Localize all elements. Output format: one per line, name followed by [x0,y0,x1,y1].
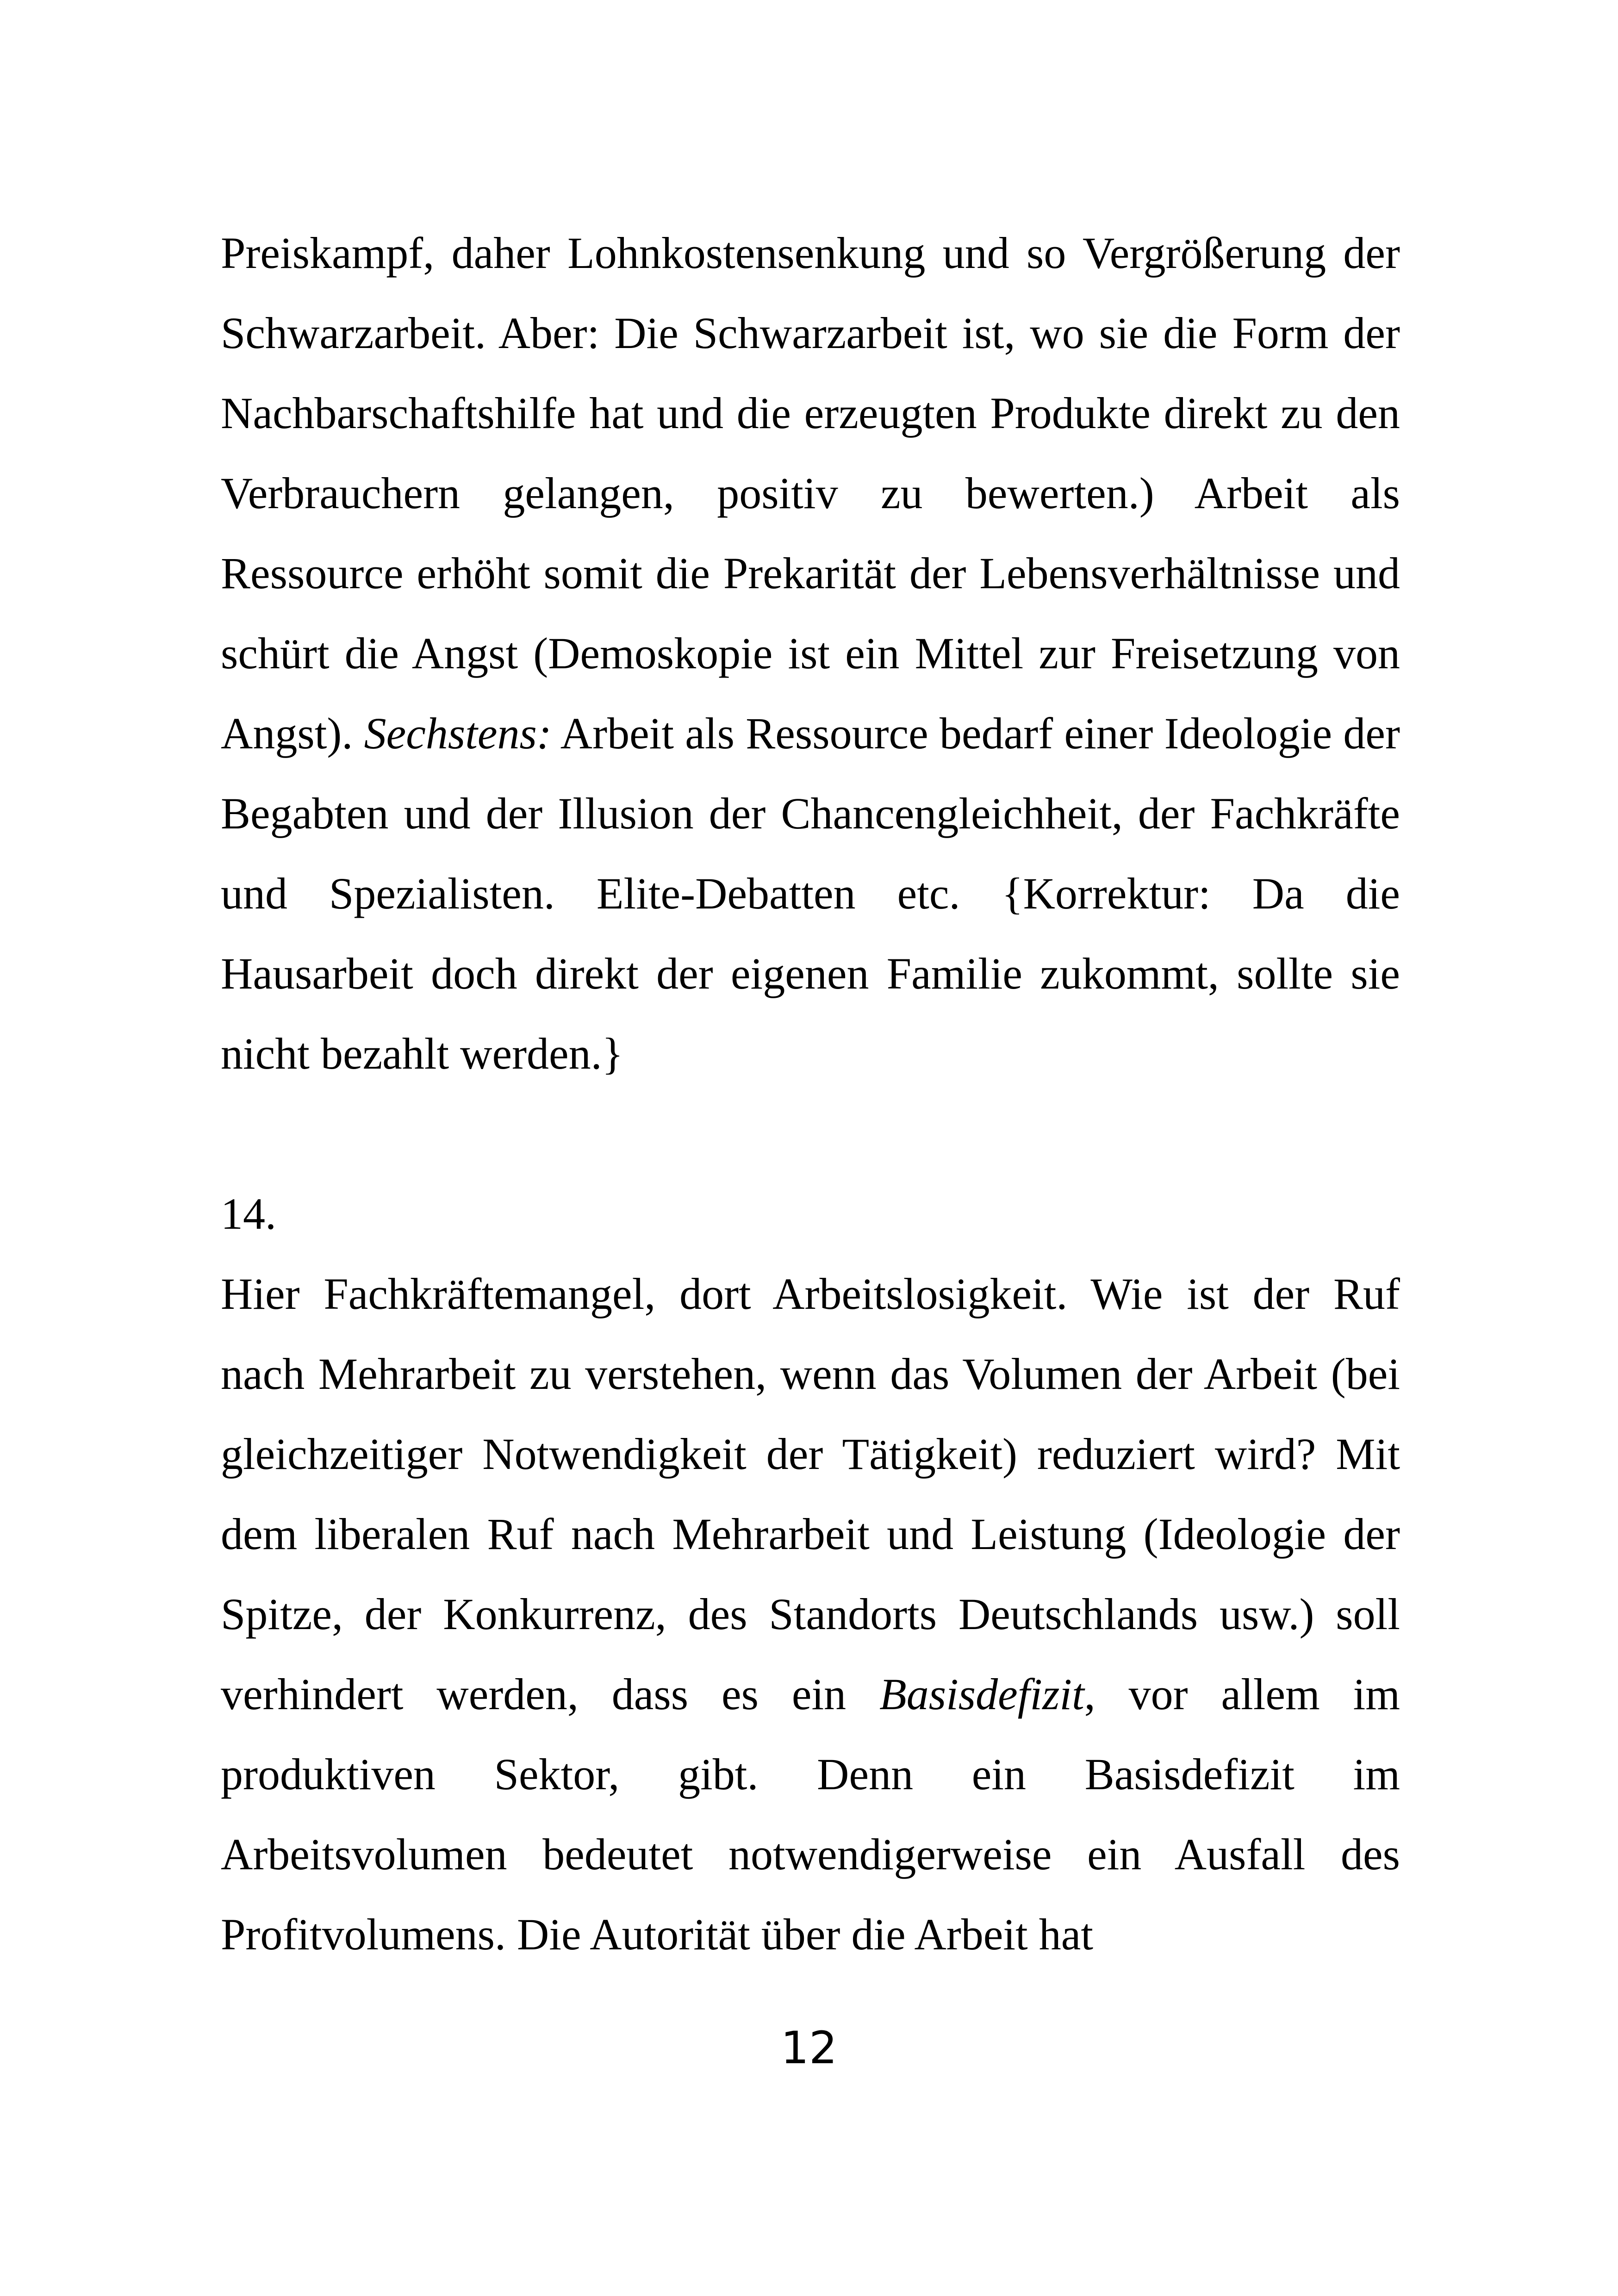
paragraph-text: Hier Fachkräftemangel, dort Arbeitslosigkeit. Wie ist der Ruf nach Mehrarbeit zu verstehen, wenn das Volumen der Arbeit (bei gleichzeitiger Notwendigkeit der Tätigkeit) reduziert wird? Mit dem liberalen Ruf nach Mehrarbeit und Leistung (Ideologie der Spitze, der Konkurrenz, des Standorts Deutschlands usw.) soll verhindert werden, dass es ein [221,1269,1400,1719]
document-body [221,213,1400,1974]
paragraph-section-14 [221,1254,1400,1974]
paragraph-spacer [221,1094,1400,1174]
paragraph-continued [221,213,1400,1094]
paragraph-text: , vor allem im produktiven Sektor, gibt. Denn ein Basisdefizit im Arbeitsvolumen bedeutet notwendigerweise ein Ausfall des Profitvolumens. Die Autorität über die Arbeit hat [221,1669,1400,1959]
italic-term-sechstens: Sechstens: [364,709,552,758]
italic-term-basisdefizit: Basisdefizit [879,1669,1084,1719]
paragraph-text: Arbeit als Ressource bedarf einer Ideologie der Begabten und der Illusion der Chancengleichheit, der Fachkräfte und Spezialisten. Elite-Debatten etc. {Korrektur: Da die Hausarbeit doch direkt der eigenen Familie zukommt, sollte sie nicht bezahlt werden.} [221,709,1400,1078]
section-number: 14. [221,1189,276,1238]
paragraph-text: Preiskampf, daher Lohnkostensenkung und so Vergrößerung der Schwarzarbeit. Aber: Die Schwarzarbeit ist, wo sie die Form der Nachbarschaftshilfe hat und die erzeugten Produkte direkt zu den Verbrauchern gelangen, positiv zu bewerten.) Arbeit als Ressource erhöht somit die Prekarität der Lebensverhältnisse und schürt die Angst (Demoskopie ist ein Mittel zur Freisetzung von Angst). [221,228,1400,758]
page-number: 12 [780,2022,838,2074]
